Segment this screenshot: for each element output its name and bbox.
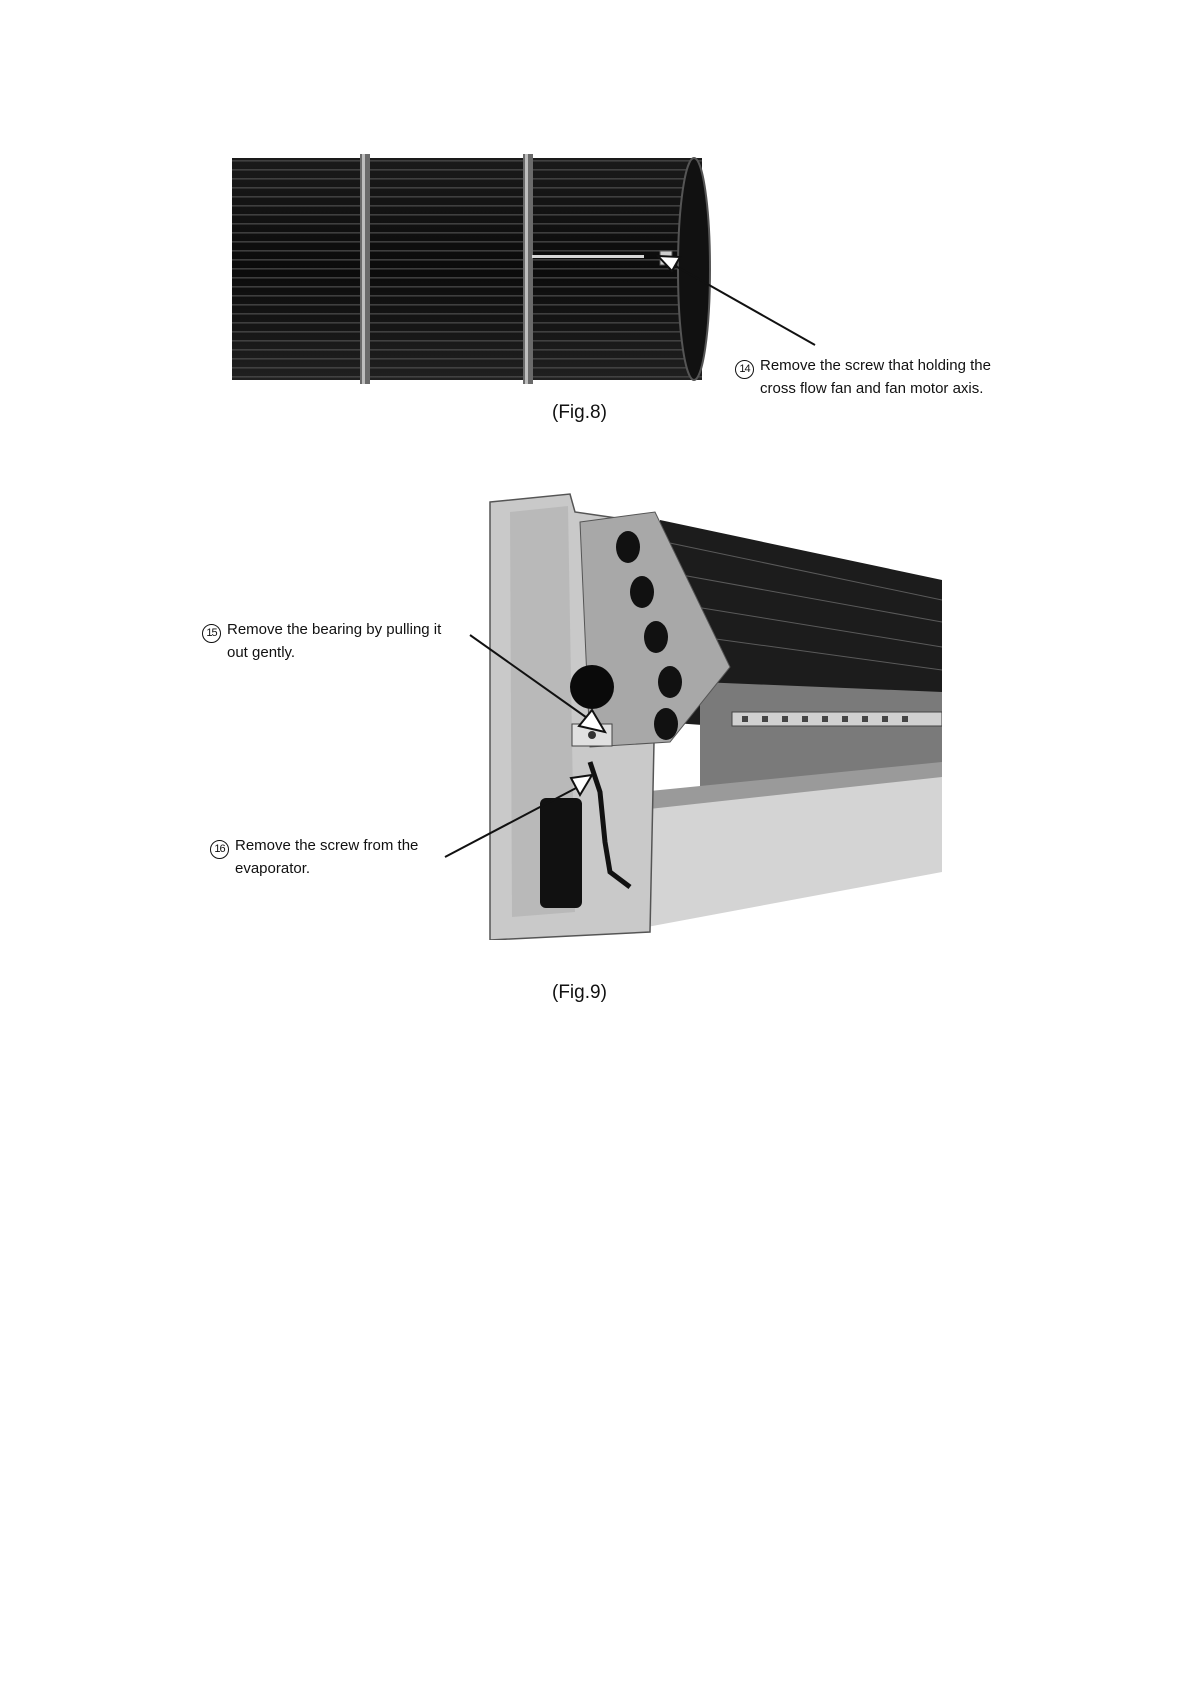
callout-16 bbox=[210, 836, 418, 878]
callout-15-arrow bbox=[465, 630, 615, 740]
callout-14-arrow bbox=[650, 240, 820, 350]
fig8-caption: (Fig.8) bbox=[552, 402, 607, 423]
callout-14-line2: cross flow fan and fan motor axis. bbox=[760, 380, 984, 397]
step-number-14: 14 bbox=[735, 360, 754, 379]
callout-16-line1: Remove the screw from the bbox=[235, 837, 419, 854]
callout-16-line2: evaporator. bbox=[235, 860, 311, 877]
step-number-15: 15 bbox=[202, 624, 221, 643]
fig9-caption: (Fig.9) bbox=[552, 982, 607, 1003]
callout-16-arrow bbox=[440, 765, 600, 865]
callout-15 bbox=[202, 620, 441, 662]
fig8-photo bbox=[232, 154, 712, 384]
callout-15-line1: Remove the bearing by pulling it bbox=[227, 621, 442, 638]
callout-15-line2: out gently. bbox=[227, 644, 296, 661]
step-number-16: 16 bbox=[210, 840, 229, 859]
callout-14 bbox=[735, 356, 991, 398]
callout-14-line1: Remove the screw that holding the bbox=[760, 357, 991, 374]
